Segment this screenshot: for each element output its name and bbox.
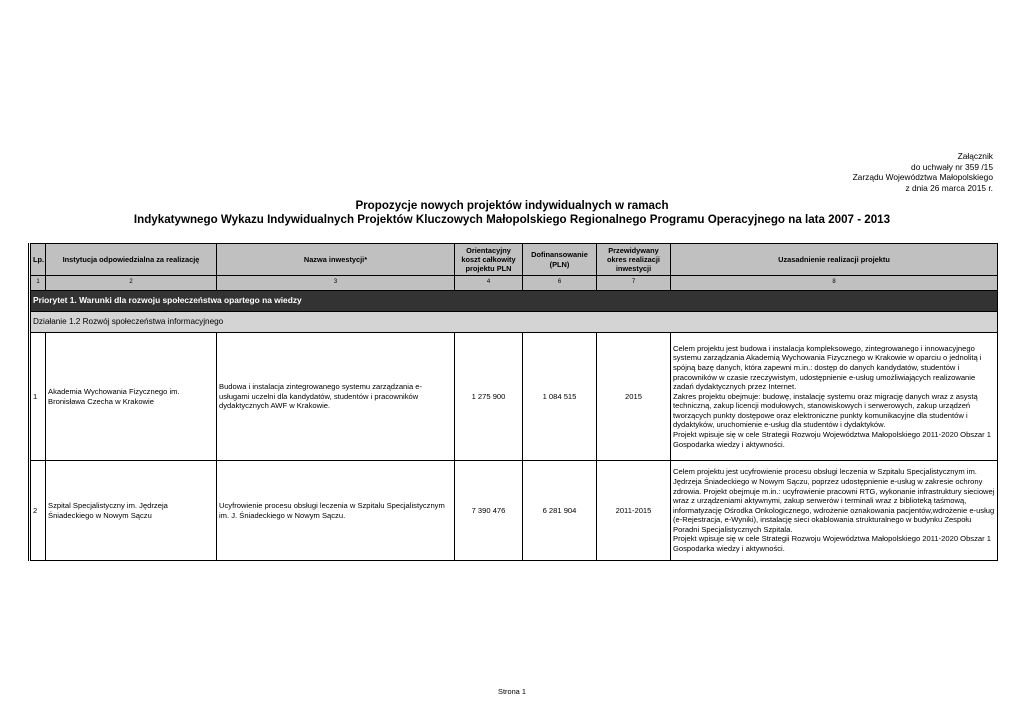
header-name: Nazwa inwestycji*: [217, 244, 455, 276]
action-row: [30, 312, 998, 333]
annex-line-1: Załącznik: [957, 151, 993, 161]
page-footer: Strona 1: [498, 687, 526, 696]
column-number: 8: [671, 276, 998, 291]
row-cost: 7 390 476: [455, 461, 523, 561]
row-name: Budowa i instalacja zintegrowanego systemu zarządzania e-usługami uczelni dla kandydatów, studentów i pracowników dydaktycznych AWF w Krakowie.: [217, 333, 455, 461]
column-number: 3: [217, 276, 455, 291]
action-label: Działanie 1.2 Rozwój społeczeństwa informacyjnego: [30, 312, 998, 333]
priority-row: [30, 291, 998, 312]
row-name: Ucyfrowienie procesu obsługi leczenia w Szpitalu Specjalistycznym im. J. Śniadeckiego w Nowym Sączu.: [217, 461, 455, 561]
table-row: [30, 461, 998, 561]
row-justification: Celem projektu jest ucyfrowienie procesu obsługi leczenia w Szpitalu Specjalistycznym im. Jędrzeja Śniadeckiego w Nowym Sączu, poprzez udostępnienie e-usług w zakresie ochrony zdrowia. Projekt obejmuje m.in.: ucyfrowienie pracowni RTG, wykonanie infrastruktury sieciowej wraz z urządzeniami aktywnymi, zakup serwerów i terminali wraz z biblioteką taśmową, informatyzację Ośrodka Onkologicznego, wdrożenie oznakowania pacjentów,wdrożenie e-usług (e-Rejestracja, e-Wyniki), instalację sieci okablowania strukturalnego w budynku Zespołu Poradni Specjalistycznych Szpitala. Projekt wpisuje się w cele Strategii Rozwoju Województwa Małopolskiego 2011-2020 Obszar 1 Gospodarka wiedzy i aktywności.: [671, 461, 998, 561]
document-title: [0, 199, 1024, 227]
priority-label: Priorytet 1. Warunki dla rozwoju społeczeństwa opartego na wiedzy: [30, 291, 998, 312]
header-justification: Uzasadnienie realizacji projektu: [671, 244, 998, 276]
header-funding: Dofinansowanie (PLN): [523, 244, 597, 276]
column-number: 6: [523, 276, 597, 291]
title-line-2: Indykatywnego Wykazu Indywidualnych Projektów Kluczowych Małopolskiego Regionalnego Programu Operacyjnego na lata 2007 - 2013: [133, 213, 891, 226]
header-institution: Instytucja odpowiedzialna za realizację: [46, 244, 217, 276]
header-lp: Lp.: [30, 244, 46, 276]
header-cost: Orientacyjny koszt całkowity projektu PLN: [455, 244, 523, 276]
column-number: 2: [46, 276, 217, 291]
title-line-1: Propozycje nowych projektów indywidualnych w ramach: [355, 199, 669, 212]
annex-block: [853, 151, 993, 193]
row-cost: 1 275 900: [455, 333, 523, 461]
row-institution: Szpital Specjalistyczny im. Jędrzeja Śniadeckiego w Nowym Sączu: [46, 461, 217, 561]
table-header-row: [30, 244, 998, 276]
row-institution: Akademia Wychowania Fizycznego im. Bronisława Czecha w Krakowie: [46, 333, 217, 461]
row-funding: 1 084 515: [523, 333, 597, 461]
column-number: 7: [597, 276, 671, 291]
row-period: 2011-2015: [597, 461, 671, 561]
projects-table: [28, 243, 998, 561]
annex-line-4: z dnia 26 marca 2015 r.: [905, 182, 993, 193]
row-period: 2015: [597, 333, 671, 461]
annex-line-3: Zarządu Województwa Małopolskiego: [852, 172, 993, 183]
annex-line-2: do uchwały nr 359 /15: [911, 161, 993, 172]
column-numbers-row: [30, 276, 998, 291]
row-funding: 6 281 904: [523, 461, 597, 561]
header-period: Przewidywany okres realizacji inwestycji: [597, 244, 671, 276]
column-number: 4: [455, 276, 523, 291]
column-number: 1: [30, 276, 46, 291]
row-lp: 2: [30, 461, 46, 561]
table-row: [30, 333, 998, 461]
row-justification: Celem projektu jest budowa i instalacja kompleksowego, zintegrowanego i innowacyjnego systemu zarządzania Akademią Wychowania Fizycznego w Krakowie w oparciu o jednolitą i spójną bazę danych, która zapewni m.in.: dostęp do danych kandydatów, studentów i pracowników w czasie rzeczywistym, udostępnienie e-usług umożliwiających realizowanie zadań dydaktycznych przez Internet. Zakres projektu obejmuje: budowę, instalację systemu oraz migrację danych wraz z asystą techniczną, zakup licencji modułowych, stanowiskowych i serwerowych, zakup urządzeń tworzących punkty dostępowe oraz elektroniczne punkty komunikacyjne dla studentów i dydaktyków, uruchomienie e-usług dla studentów i dydaktyków. Projekt wpisuje się w cele Strategii Rozwoju Województwa Małopolskiego 2011-2020 Obszar 1 Gospodarka wiedzy i aktywności.: [671, 333, 998, 461]
row-lp: 1: [30, 333, 46, 461]
